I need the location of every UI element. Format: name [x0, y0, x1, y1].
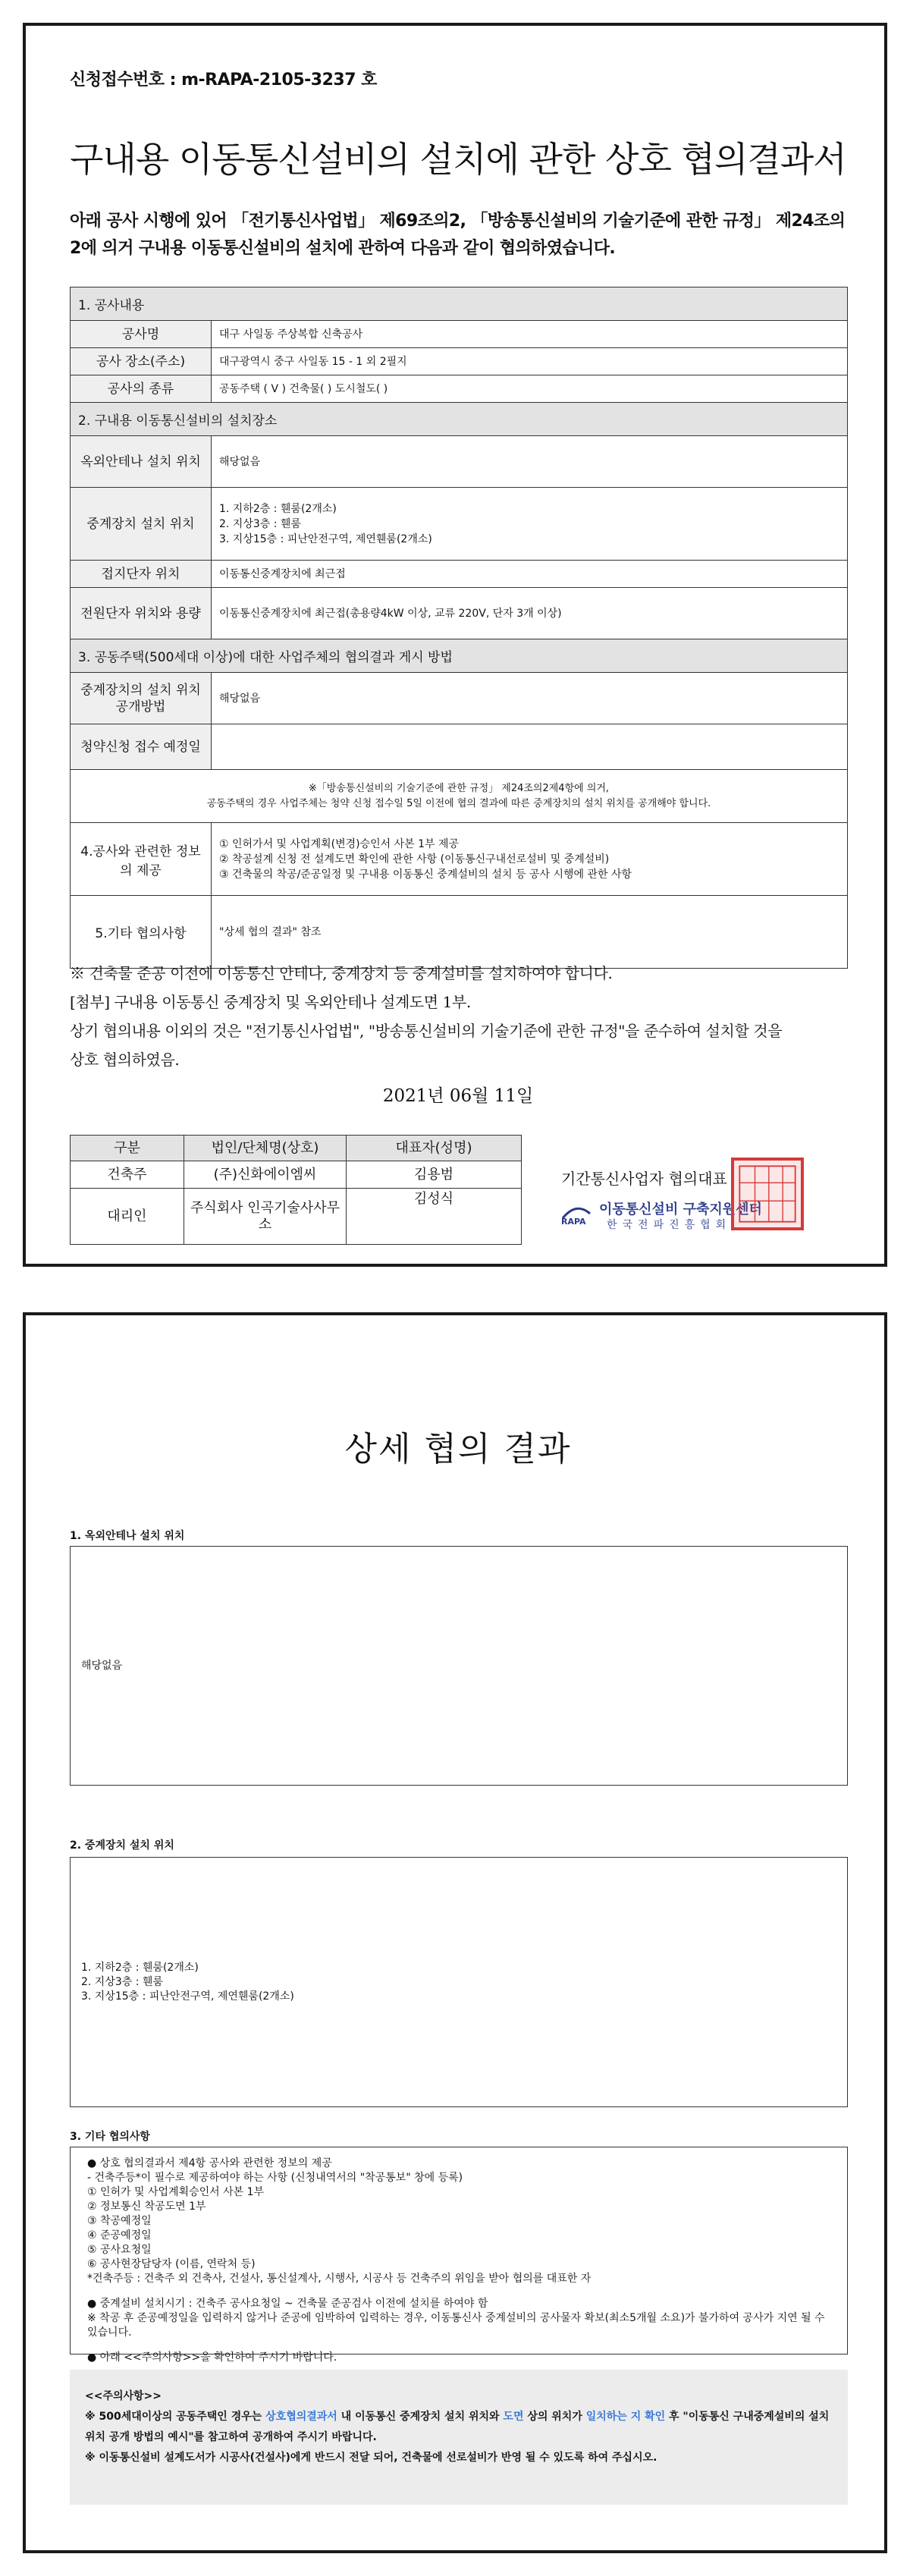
detail-section-3-box — [70, 2147, 848, 2364]
section-5-value: "상세 협의 결과" 참조 — [212, 896, 848, 969]
caution-text: 후 "이동통신 구내중계설비의 설치위치 공개 방법의 예시"를 참고하여 공개하여 주시기 바랍니다. — [85, 2411, 830, 2443]
terminal-label: 접지단자 위치 — [71, 561, 212, 588]
section-2-header: 2. 구내용 이동통신설비의 설치장소 — [71, 403, 848, 436]
info-item: ③ 건축물의 착공/준공일정 및 구내용 이동통신 중계설비의 설치 등 공사 시행에 관한 사항 — [219, 868, 632, 881]
intro-text: 아래 공사 시행에 있어 「전기통신사업법」 제69조의2, 「방송통신설비의 기술기준에 관한 규정」 제24조의2에 의거 구내용 이동통신설비의 설치에 관하여 다음과 같이 협의하였습니다. — [70, 212, 846, 258]
notice-text — [71, 770, 848, 823]
agreement-date: 2021년 06월 11일 — [382, 1086, 534, 1106]
section-1-header: 1. 공사내용 — [71, 287, 848, 321]
relay-item: 2. 지상3층 : 휀룸 — [219, 517, 301, 530]
relay-item: 1. 지하2층 : 휀룸(2개소) — [219, 502, 337, 515]
relay-label: 중계장치 설치 위치 — [71, 488, 212, 561]
detail-section-2-box — [70, 1857, 848, 2107]
detail-info-line: ⑥ 공사현장담당자 (이름, 연락처 등) — [87, 2258, 256, 2270]
sign-header: 대표자(성명) — [347, 1136, 522, 1161]
application-number: 신청접수번호 : m-RAPA-2105-3237 호 — [70, 71, 377, 90]
detail-relay-item: 3. 지상15층 : 피난안전구역, 제연휀룸(2개소) — [81, 1990, 294, 2003]
detail-install-line: ● 중계설비 설치시기 : 건축주 공사요청일 ~ 건축물 준공검사 이전에 설치를 하여야 함 — [87, 2298, 488, 2310]
agency-title: 기간통신사업자 협의대표 — [561, 1170, 727, 1188]
section-5-label: 5.기타 협의사항 — [71, 896, 212, 969]
detail-section-1-box — [70, 1546, 848, 1786]
sign-rep: 김성식 — [347, 1189, 522, 1245]
relay-item: 3. 지상15층 : 피난안전구역, 제연휀룸(2개소) — [219, 532, 432, 545]
public-method-value: 해당없음 — [212, 673, 848, 724]
detail-info-line: ③ 착공예정일 — [87, 2215, 152, 2227]
notice-line: ※「방송통신설비의 기술기준에 관한 규정」 제24조의2제4항에 의거, — [308, 782, 610, 794]
antenna-label: 옥외안테나 설치 위치 — [71, 436, 212, 488]
detail-info-line: ② 정보통신 착공도면 1부 — [87, 2201, 206, 2213]
public-method-label: 중계장치의 설치 위치 공개방법 — [71, 673, 212, 724]
agency-subtitle: 한국전파진흥협회 — [607, 1219, 732, 1231]
detail-relay-item: 2. 지상3층 : 휀룸 — [81, 1975, 163, 1988]
agency-name: 이동통신설비 구축지원센터 — [599, 1202, 762, 1217]
page-1 — [23, 23, 887, 1267]
sign-header: 법인/단체명(상호) — [184, 1136, 347, 1161]
antenna-value: 해당없음 — [212, 436, 848, 488]
detail-install-line: ※ 착공 후 준공예정일을 입력하지 않거나 준공에 임박하여 입력하는 경우, 이동통신사 중계설비의 공사물자 확보(최소5개월 소요)가 불가하여 공사가 지연 될 수 있습니다. — [87, 2312, 825, 2339]
remark-line: ※ 건축물 준공 이전에 이동통신 안테나, 중계장치 등 중계설비를 설치하여야 합니다. — [70, 964, 613, 982]
sign-rep: 김용범 — [347, 1161, 522, 1189]
caution-item-2: ※ 이동통신설비 설계도서가 시공사(건설사)에게 반드시 전달 되어, 건축물에 선로설비가 반영 될 수 있도록 하여 주십시오. — [85, 2452, 657, 2464]
official-seal-icon — [731, 1158, 804, 1230]
detail-relay-item: 1. 지하2층 : 휀룸(2개소) — [81, 1961, 199, 1974]
remark-line: 상호 협의하였음. — [70, 1051, 180, 1069]
terminal-value: 이동통신중계장치에 최근접 — [212, 561, 848, 588]
location-label: 공사 장소(주소) — [71, 348, 212, 375]
sign-role: 건축주 — [71, 1161, 184, 1189]
rapa-logo-text: RAPA — [561, 1217, 586, 1226]
remarks — [70, 959, 858, 1074]
section-4-label: 4.공사와 관련한 정보의 제공 — [71, 823, 212, 896]
caution-box — [70, 2370, 848, 2505]
project-name-label: 공사명 — [71, 321, 212, 348]
detail-section-1-title: 1. 옥외안테나 설치 위치 — [70, 1530, 185, 1542]
remark-line: 상기 협의내용 이외의 것은 "전기통신사업법", "방송통신설비의 기술기준에 관한 규정"을 준수하여 설치할 것을 — [70, 1022, 783, 1040]
relay-value — [212, 488, 848, 561]
caution-text: ※ 500세대이상의 공동주택인 경우는 — [85, 2411, 266, 2423]
sign-org: (주)신화에이엠씨 — [184, 1161, 347, 1189]
caution-item-1 — [85, 2407, 833, 2448]
caution-highlight: 도면 — [503, 2411, 524, 2423]
info-item: ① 인허가서 및 사업계획(변경)승인서 사본 1부 제공 — [219, 837, 460, 850]
notice-line: 공동주택의 경우 사업주체는 청약 신청 접수일 5일 이전에 협의 결과에 따른 중계장치의 설치 위치를 공개해야 합니다. — [206, 797, 711, 809]
sign-header: 구분 — [71, 1136, 184, 1161]
document-title: 구내용 이동통신설비의 설치에 관한 상호 협의결과서 — [70, 139, 846, 180]
caution-text: 상의 위치가 — [523, 2411, 586, 2423]
sign-org: 주식회사 인곡기술사사무소 — [184, 1189, 347, 1245]
location-value: 대구광역시 중구 사일동 15 - 1 외 2필지 — [212, 348, 848, 375]
detail-section-1-text: 해당없음 — [81, 1659, 123, 1672]
caution-highlight: 상호협의결과서 — [265, 2411, 337, 2423]
agreement-table — [70, 287, 848, 969]
signature-table — [70, 1135, 522, 1245]
sign-role: 대리인 — [71, 1189, 184, 1245]
caution-highlight: 일치하는 지 확인 — [585, 2411, 666, 2423]
page-2 — [23, 1312, 887, 2553]
type-label: 공사의 종류 — [71, 375, 212, 403]
detail-info-line: - 건축주등*이 필수로 제공하여야 하는 사항 (신청내역서의 "착공통보" 창에 등록) — [87, 2172, 463, 2184]
detail-title: 상세 협의 결과 — [344, 1430, 572, 1469]
section-4-value — [212, 823, 848, 896]
detail-info-line: ④ 준공예정일 — [87, 2229, 152, 2241]
detail-section-2-title: 2. 중계장치 설치 위치 — [70, 1839, 174, 1852]
info-item: ② 착공설계 신청 전 설계도면 확인에 관한 사항 (이동통신구내선로설비 및 중계설비) — [219, 853, 610, 865]
detail-info-line: ① 인허가 및 사업계획승인서 사본 1부 — [87, 2186, 265, 2198]
section-3-header: 3. 공동주택(500세대 이상)에 대한 사업주체의 협의결과 게시 방법 — [71, 639, 848, 673]
project-name-value: 대구 사일동 주상복합 신축공사 — [212, 321, 848, 348]
caution-text: 내 이동통신 중계장치 설치 위치와 — [337, 2411, 504, 2423]
type-value: 공동주택 ( V ) 건축물( ) 도시철도( ) — [212, 375, 848, 403]
detail-section-3-title: 3. 기타 협의사항 — [70, 2131, 150, 2143]
rapa-logo-icon — [560, 1200, 593, 1226]
power-label: 전원단자 위치와 용량 — [71, 588, 212, 639]
remark-line: [첨부] 구내용 이동통신 중계장치 및 옥외안테나 설계도면 1부. — [70, 993, 471, 1011]
detail-caution-ref: ● 아래 <<주의사항>>을 확인하여 주시기 바랍니다. — [87, 2351, 337, 2364]
caution-title: <<주의사항>> — [85, 2390, 162, 2402]
detail-info-line: ⑤ 공사요청일 — [87, 2244, 152, 2256]
detail-info-line: ● 상호 협의결과서 제4항 공사와 관련한 정보의 제공 — [87, 2157, 332, 2169]
power-value: 이동통신중계장치에 최근접(총용량4kW 이상, 교류 220V, 단자 3개 이상) — [212, 588, 848, 639]
subscription-label: 청약신청 접수 예정일 — [71, 724, 212, 770]
subscription-value — [212, 724, 848, 770]
detail-info-line: *건축주등 : 건축주 외 건축사, 건설사, 통신설계사, 시행사, 시공사 등 건축주의 위임을 받아 협의를 대표한 자 — [87, 2273, 592, 2285]
